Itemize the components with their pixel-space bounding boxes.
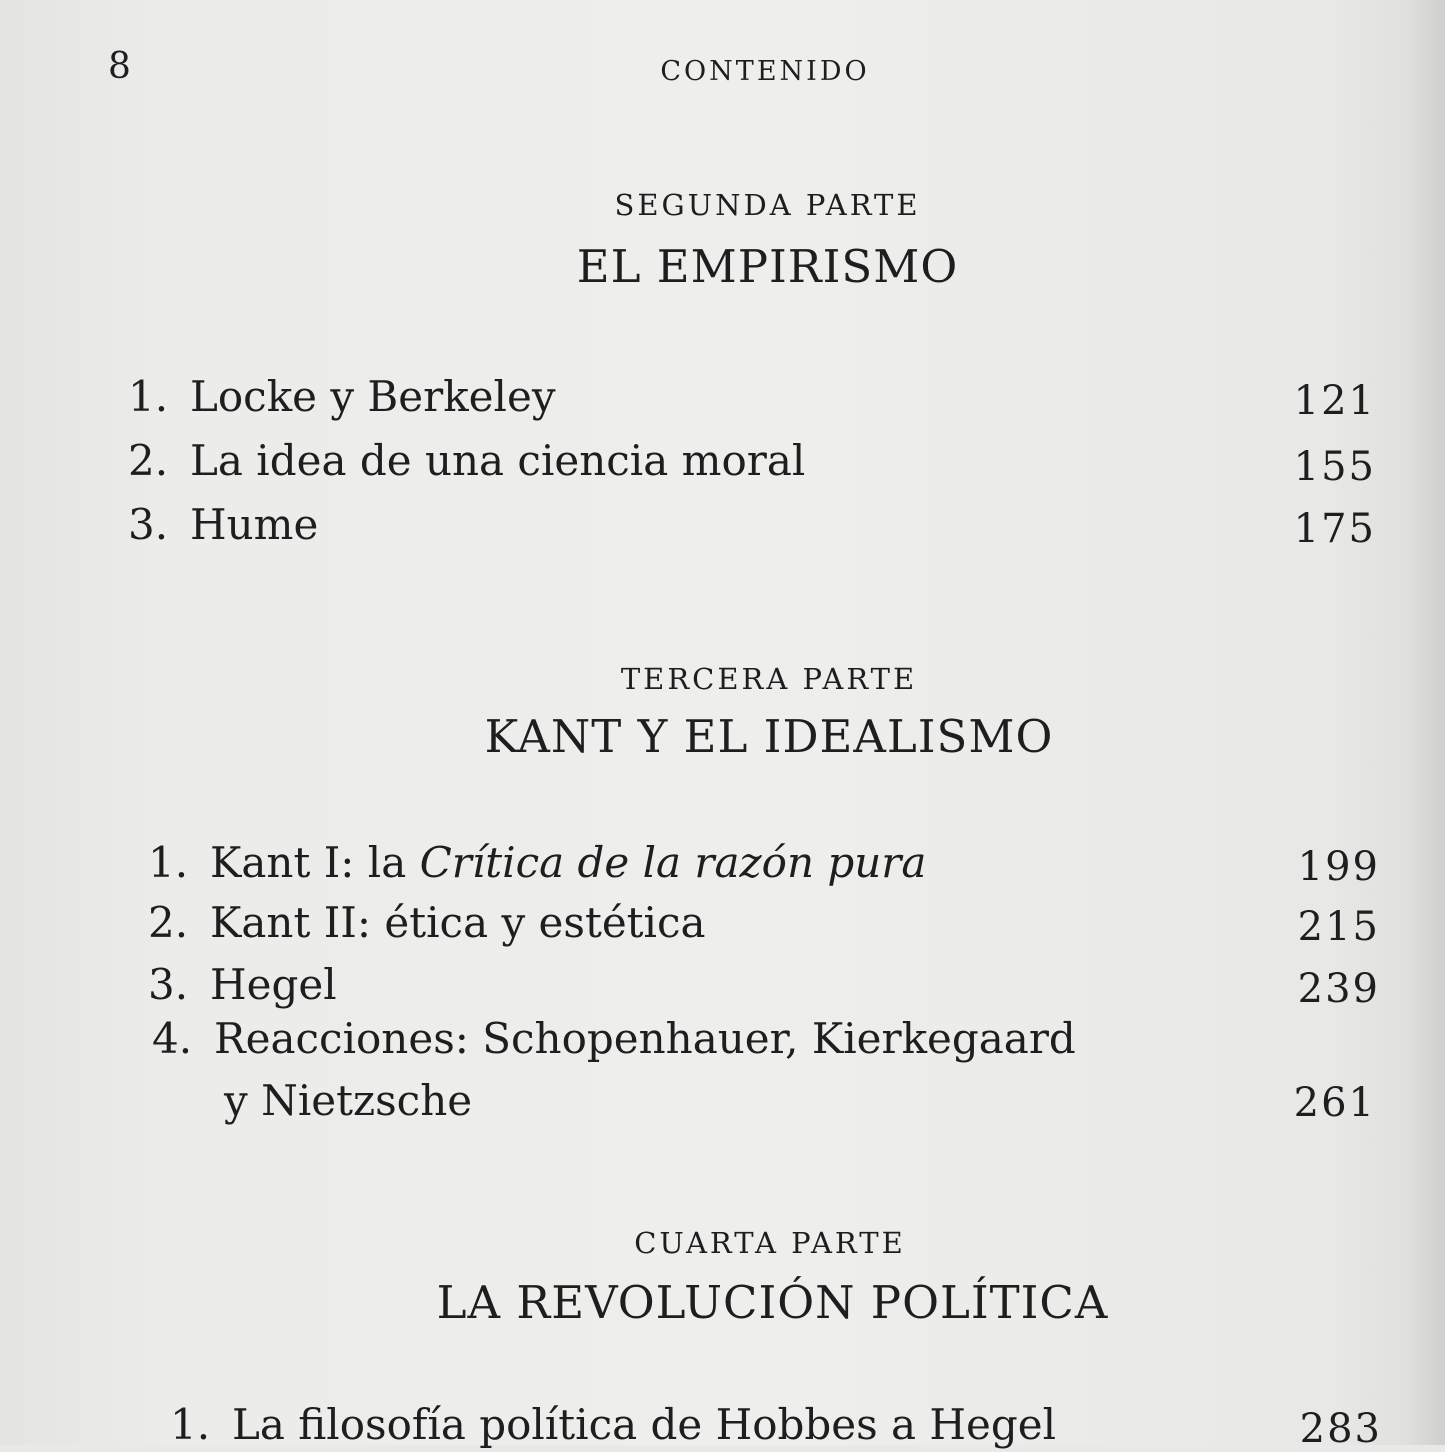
toc-entry[interactable]: [128, 372, 556, 421]
entry-page: 175: [1293, 506, 1376, 552]
entry-page: 283: [1299, 1406, 1382, 1452]
entry-page: 215: [1297, 904, 1380, 950]
part-title-revolucion: LA REVOLUCIÓN POLÍTICA: [436, 1276, 1109, 1329]
entry-number: 3.: [128, 500, 169, 549]
toc-entry[interactable]: [170, 1400, 1056, 1449]
running-head: CONTENIDO: [660, 56, 870, 87]
entry-number: 2.: [128, 436, 169, 485]
entry-title: Reacciones: Schopenhauer, Kierkegaard: [214, 1014, 1076, 1063]
toc-entry[interactable]: [128, 436, 805, 485]
part-label-cuarta: CUARTA PARTE: [634, 1226, 906, 1260]
page-number: 8: [108, 46, 131, 87]
toc-entry[interactable]: [148, 898, 706, 947]
entry-number: 1.: [128, 372, 169, 421]
entry-page: 121: [1293, 378, 1376, 424]
entry-title-prefix: Kant I: la: [210, 838, 420, 887]
toc-entry[interactable]: [152, 1014, 1076, 1063]
part-title-kant: KANT Y EL IDEALISMO: [484, 710, 1054, 763]
entry-title: Hume: [190, 500, 319, 549]
entry-page: 155: [1293, 444, 1376, 490]
entry-page: 239: [1297, 966, 1380, 1012]
toc-entry-continuation: [224, 1076, 472, 1125]
entry-number: 4.: [152, 1014, 193, 1063]
entry-number: 1.: [170, 1400, 211, 1449]
part-title-empirismo: EL EMPIRISMO: [576, 240, 959, 293]
entry-number: 1.: [148, 838, 189, 887]
entry-title: La filosofía política de Hobbes a Hegel: [232, 1400, 1057, 1449]
entry-page: 199: [1297, 844, 1380, 890]
entry-title-italic: Crítica de la razón pura: [419, 838, 927, 887]
toc-entry[interactable]: [128, 500, 318, 549]
entry-title: [210, 838, 926, 887]
entry-page: 261: [1293, 1080, 1376, 1126]
toc-entry[interactable]: [148, 838, 926, 887]
entry-number: 2.: [148, 898, 189, 947]
toc-entry[interactable]: [148, 960, 337, 1009]
entry-title: Kant II: ética y estética: [210, 898, 706, 947]
part-label-tercera: TERCERA PARTE: [620, 662, 918, 696]
entry-title: Hegel: [210, 960, 337, 1009]
part-label-segunda: SEGUNDA PARTE: [614, 188, 921, 222]
entry-title-continuation: y Nietzsche: [224, 1076, 473, 1125]
entry-number: 3.: [148, 960, 189, 1009]
entry-title: La idea de una ciencia moral: [190, 436, 806, 485]
entry-title: Locke y Berkeley: [190, 372, 556, 421]
